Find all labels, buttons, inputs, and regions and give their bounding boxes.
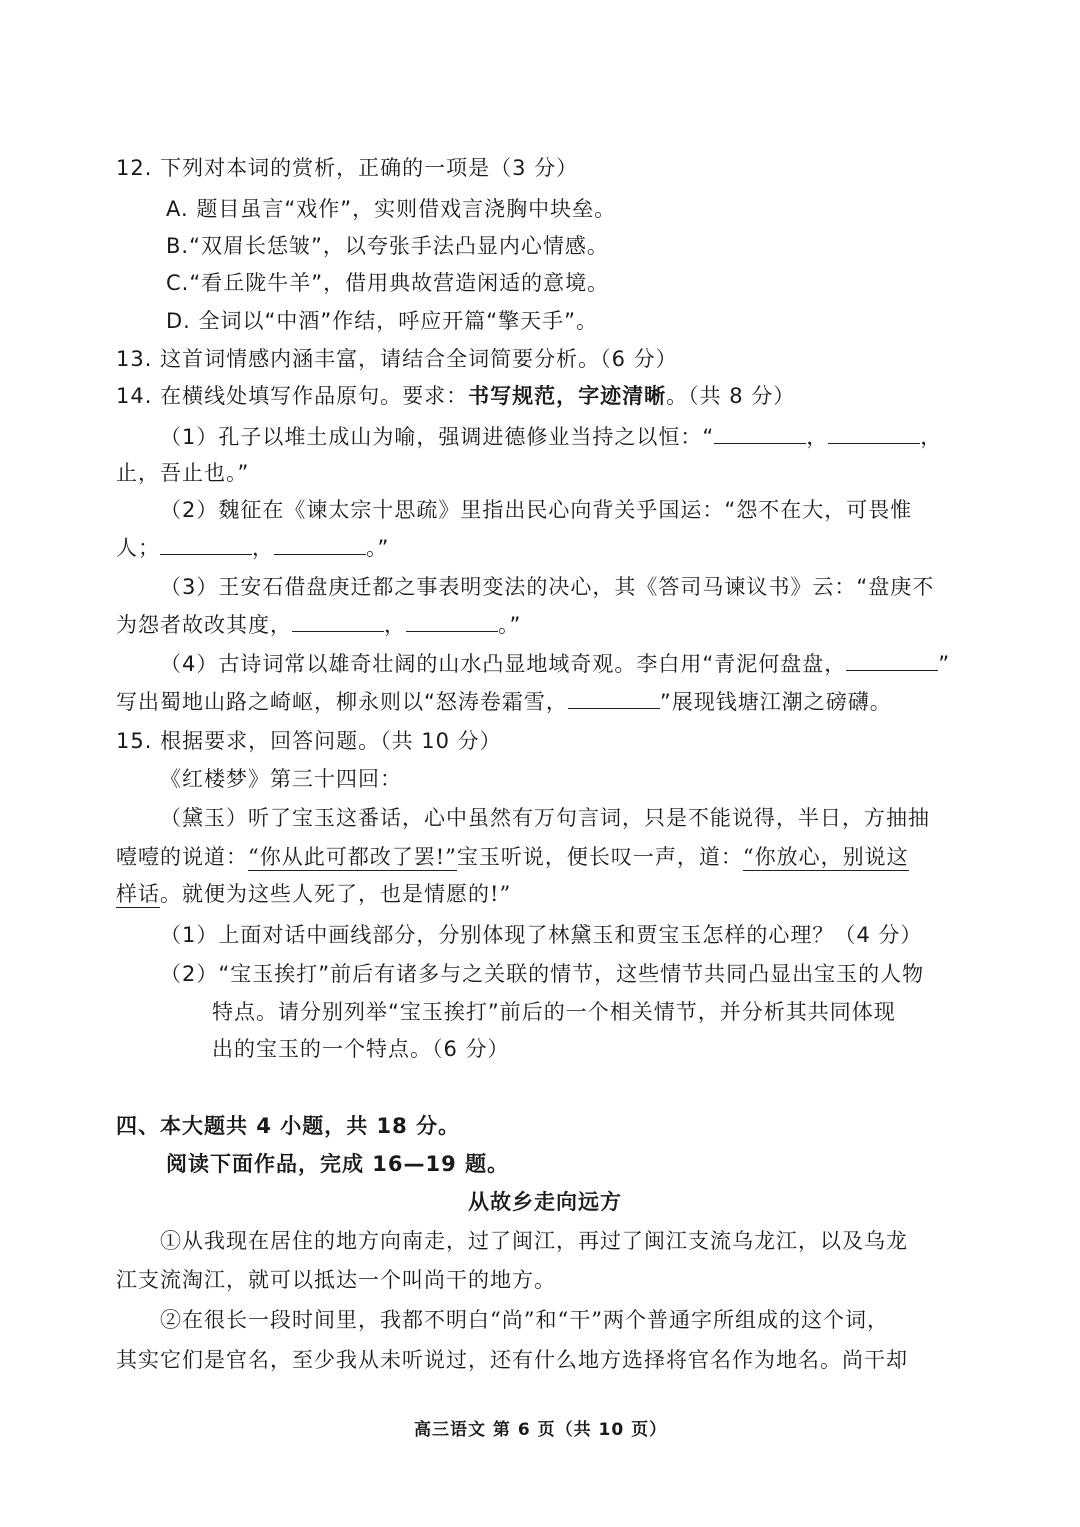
- q15-sub2-line1: （2）“宝玉挨打”前后有诸多与之关联的情节，这些情节共同凸显出宝玉的人物: [160, 962, 925, 986]
- q14-part3-line1: （3）王安石借盘庚迁都之事表明变法的决心，其《答司马谏议书》云：“盘庚不: [160, 575, 935, 599]
- q12-option-c: C.“看丘陇牛羊”，借用典故营造闲适的意境。: [166, 271, 610, 295]
- article-para2-line2: 其实它们是官名，至少我从未听说过，还有什么地方选择将官名作为地名。尚干却: [116, 1348, 908, 1372]
- q14-part2-end: 。”: [366, 536, 390, 560]
- q14-part4-line1: [160, 650, 950, 678]
- q15-sub2-line2: 特点。请分别列举“宝玉挨打”前后的一个相关情节，并分析其共同体现: [212, 1000, 896, 1024]
- q12-option-b: B.“双眉长恁皱”，以夸张手法凸显内心情感。: [166, 234, 609, 258]
- q14-part1-line2: 止，吾止也。”: [116, 461, 250, 485]
- q12-stem: 12. 下列对本词的赏析，正确的一项是（3 分）: [116, 156, 579, 180]
- q14-stem-pre: 14. 在横线处填写作品原句。要求：: [116, 384, 469, 408]
- underlined-quote-baoyu-end: 样话: [116, 882, 160, 906]
- q14-part4-text: （4）古诗词常以雄奇壮阔的山水凸显地域奇观。李白用“青泥何盘盘，: [160, 652, 847, 676]
- answer-blank[interactable]: [846, 650, 938, 671]
- answer-blank[interactable]: [406, 611, 498, 632]
- answer-blank[interactable]: [828, 423, 920, 444]
- q13-stem: 13. 这首词情感内涵丰富，请结合全词简要分析。（6 分）: [116, 347, 678, 371]
- q14-part4-quote-end: ”: [938, 652, 951, 676]
- q14-part4-line2: [116, 688, 892, 716]
- q15-excerpt-line3: [116, 880, 511, 908]
- q15-stem: 15. 根据要求，回答问题。（共 10 分）: [116, 729, 502, 753]
- q14-part3-pre: 为怨者故改其度，: [116, 613, 292, 637]
- excerpt-text: 噎噎的说道：: [116, 845, 248, 869]
- article-para2-line1: ②在很长一段时间里，我都不明白“尚”和“干”两个普通字所组成的这个词，: [160, 1308, 889, 1332]
- q14-part2-line2: [116, 534, 389, 562]
- q14-part4-post: ”展现钱塘江潮之磅礴。: [659, 690, 892, 714]
- q14-part3-end: 。”: [498, 613, 522, 637]
- article-title: 从故乡走向远方: [468, 1190, 622, 1214]
- answer-blank[interactable]: [160, 534, 252, 555]
- article-para1-line1: ①从我现在居住的地方向南走，过了闽江，再过了闽江支流乌龙江，以及乌龙: [160, 1229, 908, 1253]
- answer-blank[interactable]: [568, 688, 660, 709]
- section4-heading: 四、本大题共 4 小题，共 18 分。: [116, 1114, 461, 1138]
- q14-part2-sep: ，: [252, 536, 274, 560]
- q15-excerpt-line1: （黛玉）听了宝玉这番话，心中虽然有万句言词，只是不能说得，半日，方抽抽: [160, 806, 930, 830]
- q14-part1-line1: [160, 423, 942, 451]
- q14-part2-line1: （2）魏征在《谏太宗十思疏》里指出民心向背关乎国运：“怨不在大，可畏惟: [160, 498, 913, 522]
- underlined-quote-baoyu: “你放心，别说这: [742, 845, 909, 869]
- answer-blank[interactable]: [292, 611, 384, 632]
- q14-stem-requirement: 书写规范，字迹清晰: [468, 384, 667, 408]
- excerpt-text: 。就便为这些人死了，也是情愿的!”: [160, 882, 512, 906]
- q15-sub1: （1）上面对话中画线部分，分别体现了林黛玉和贾宝玉怎样的心理？（4 分）: [160, 923, 923, 947]
- q14-part3-line2: [116, 611, 521, 639]
- q15-excerpt-line2: [116, 843, 909, 871]
- q15-source: 《红楼梦》第三十四回：: [160, 767, 402, 791]
- excerpt-text: 宝玉听说，便长叹一声，道：: [456, 845, 743, 869]
- q14-stem: [116, 382, 795, 410]
- q14-part1-sep: ，: [806, 425, 829, 449]
- q14-part1-text: （1）孔子以堆土成山为喻，强调进德修业当持之以恒：“: [160, 425, 715, 449]
- q14-part3-sep: ，: [384, 613, 406, 637]
- q14-part2-pre: 人；: [116, 536, 160, 560]
- q14-part1-end: ，: [920, 425, 943, 449]
- page-footer: 高三语文 第 6 页（共 10 页）: [414, 1420, 668, 1440]
- q12-option-d: D. 全词以“中酒”作结，呼应开篇“擎天手”。: [166, 309, 599, 333]
- section4-instruction: 阅读下面作品，完成 16—19 题。: [166, 1152, 510, 1176]
- answer-blank[interactable]: [714, 423, 806, 444]
- q14-part4-pre: 写出蜀地山路之崎岖，柳永则以“怒涛卷霜雪，: [116, 690, 568, 714]
- q14-stem-post: 。（共 8 分）: [666, 384, 796, 408]
- article-para1-line2: 江支流淘江，就可以抵达一个叫尚干的地方。: [116, 1268, 556, 1292]
- q15-sub2-line3: 出的宝玉的一个特点。（6 分）: [212, 1037, 510, 1061]
- answer-blank[interactable]: [274, 534, 366, 555]
- underlined-quote-daiyu: “你从此可都改了罢!”: [248, 845, 457, 869]
- q12-option-a: A. 题目虽言“戏作”，实则借戏言浇胸中块垒。: [166, 197, 617, 221]
